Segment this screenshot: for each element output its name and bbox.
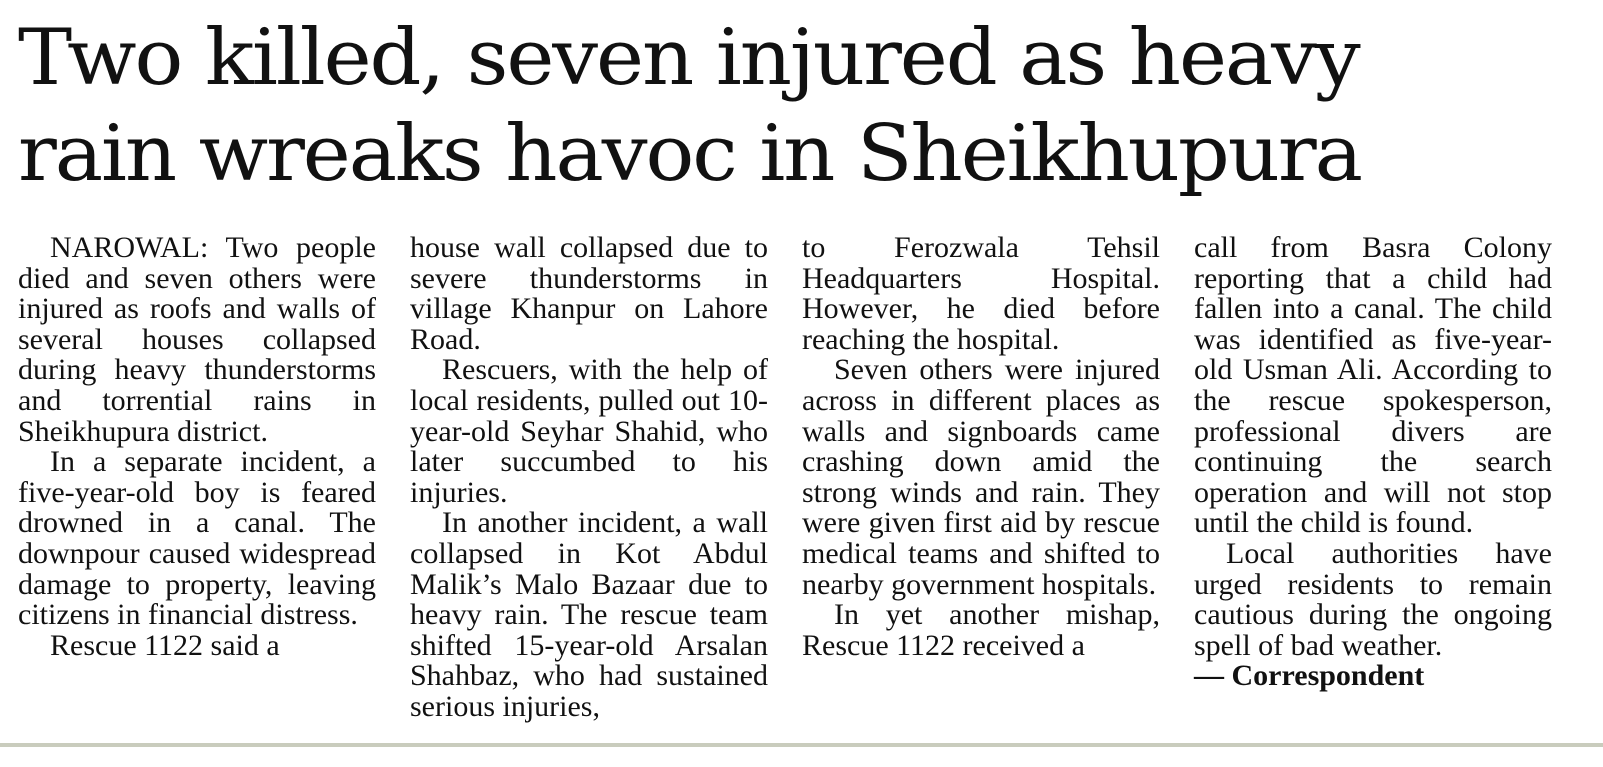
headline-line-2: rain wreaks havoc in Sheikhupura — [18, 109, 1361, 199]
paragraph: Rescuers, with the help of local residents, pulled out 10-year-old Seyhar Shahid, who later succumbed to his injuries. — [410, 353, 768, 509]
article-column-2 — [410, 233, 768, 733]
headline-line-1: Two killed, seven injured as heavy — [18, 13, 1359, 103]
paragraph: to Ferozwala Tehsil Headquarters Hospital. However, he died before reaching the hospital. — [802, 231, 1160, 356]
article-column-4 — [1194, 233, 1552, 733]
paragraph: Local authorities have urged residents to remain cautious during the ongoing spell of bad weather. — [1194, 536, 1552, 662]
paragraph: call from Basra Colony reporting that a child had fallen into a canal. The child was identified as five-year-old Usman Ali. According to the rescue spokesperson, professional divers are continuing the search operation and will not stop until the child is found. — [1194, 231, 1552, 540]
bottom-divider — [0, 743, 1603, 747]
paragraph: In a separate incident, a five-year-old boy is feared drowned in a canal. The downpour caused widespread damage to property, leaving citizens in financial distress. — [18, 445, 376, 632]
headline — [18, 10, 1603, 202]
paragraph: In another incident, a wall collapsed in Kot Abdul Malik’s Malo Bazaar due to heavy rain. The rescue team shifted 15-year-old Arsalan Shahbaz, who had sustained serious injuries, — [410, 506, 768, 723]
article-column-3 — [802, 233, 1160, 733]
paragraph: NAROWAL: Two people died and seven others were injured as roofs and walls of several houses collapsed during heavy thunderstorms and torrential rains in Sheikhupura district. — [18, 231, 376, 448]
article-column-1 — [18, 233, 376, 733]
paragraph: Seven others were injured across in different places as walls and signboards came crashing down amid the strong winds and rain. They were given first aid by rescue medical teams and shifted to nearby government hospitals. — [802, 353, 1160, 601]
paragraph: In yet another mishap, Rescue 1122 received a — [802, 598, 1160, 662]
article-body — [18, 233, 1558, 733]
paragraph: house wall collapsed due to severe thunderstorms in village Khanpur on Lahore Road. — [410, 231, 768, 356]
paragraph: Rescue 1122 said a — [50, 628, 280, 662]
byline-credit: — Correspondent — [1194, 659, 1425, 693]
